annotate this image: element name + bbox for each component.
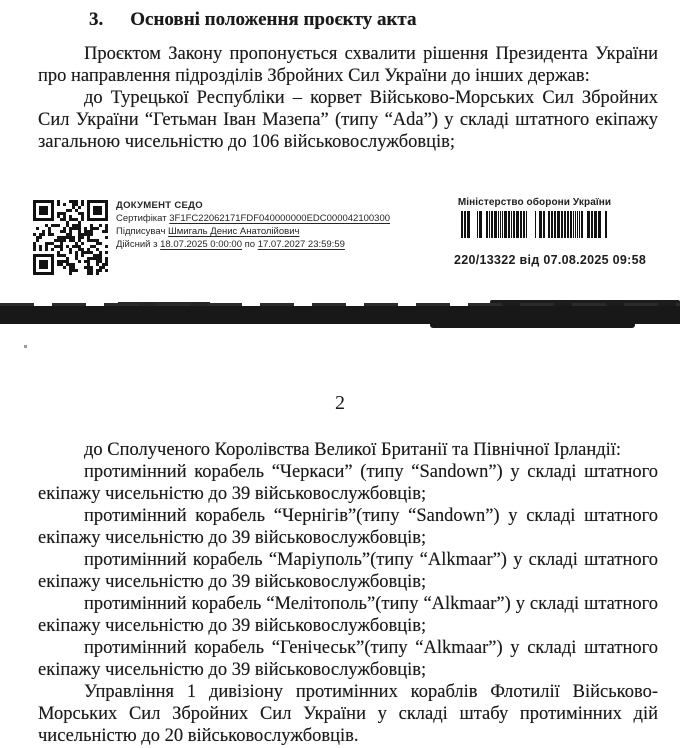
sedo-signer-line	[116, 225, 390, 238]
validity-to: 17.07.2027 23:59:59	[257, 239, 345, 250]
text-line: Морських Сил Збройних Сил України у складі штабу протимінних дій	[38, 704, 658, 724]
text-line: загальною чисельністю до 106 військовослужбовців;	[38, 132, 456, 152]
validity-label: Дійсний з	[116, 239, 158, 250]
text-line: Сил України “Гетьман Іван Мазепа” (типу “Ada”) у складі штатного екіпажу	[38, 110, 658, 130]
text-line: про направлення підрозділів Збройних Сил України до інших держав:	[38, 66, 590, 86]
sedo-validity-line	[116, 238, 390, 251]
sedo-signature-stamp	[33, 199, 423, 279]
page-break-scan-bar	[0, 306, 680, 324]
qr-code-icon	[33, 200, 108, 275]
text-line: екіпажу чисельністю до 39 військовослужбовців;	[38, 528, 427, 548]
registry-number: 220/13322 від 07.08.2025 09:58	[454, 253, 647, 267]
signer-label: Підписувач	[116, 226, 166, 237]
text-line: екіпажу чисельністю до 39 військовослужбовців;	[38, 660, 427, 680]
text-line: Проєктом Закону пропонується схвалити рішення Президента України	[84, 44, 658, 64]
sedo-stamp-text	[116, 199, 390, 251]
text-line: протимінний корабель “Генічеськ”(типу “Alkmaar”) у складі штатного	[84, 638, 658, 658]
page1-text-block	[38, 43, 658, 153]
sedo-certificate-line	[116, 212, 390, 225]
text-line: екіпажу чисельністю до 39 військовослужбовців;	[38, 616, 427, 636]
mod-registration-stamp	[452, 197, 647, 267]
scan-artifact-bump	[430, 324, 635, 328]
section-number: 3.	[89, 9, 104, 30]
registry-organization: Міністерство оборони України	[457, 197, 612, 208]
sedo-title: ДОКУМЕНТ СЕДО	[116, 200, 203, 211]
text-line: до Сполученого Королівства Великої Британії та Північної Ірландії:	[84, 440, 622, 460]
certificate-value: 3F1FC22062171FDF040000000EDC000042100300	[169, 213, 391, 224]
validity-separator: по	[244, 239, 256, 250]
page-number: 2	[335, 392, 345, 414]
signer-value: Шмигаль Денис Анатолійович	[168, 226, 300, 237]
scan-artifact-speck	[24, 345, 27, 348]
text-line: протимінний корабель “Маріуполь”(типу “Alkmaar”) у складі штатного	[84, 550, 658, 570]
section-title: Основні положення проєкту акта	[130, 9, 417, 30]
barcode-icon	[461, 211, 608, 238]
text-line: протимінний корабель “Чернігів”(типу “Sandown”) у складі штатного	[84, 506, 658, 526]
text-line: Управління 1 дивізіону протимінних кораблів Флотилії Військово-	[84, 682, 658, 702]
text-line: протимінний корабель “Черкаси” (типу “Sandown”) у складі штатного	[84, 462, 658, 482]
certificate-label: Сертифікат	[116, 213, 167, 224]
text-line: екіпажу чисельністю до 39 військовослужбовців;	[38, 484, 427, 504]
page2-text-block	[38, 439, 658, 747]
text-line: екіпажу чисельністю до 39 військовослужбовців;	[38, 572, 427, 592]
validity-from: 18.07.2025 0:00:00	[160, 239, 242, 250]
text-line: до Турецької Республіки – корвет Військово-Морських Сил Збройних	[84, 88, 658, 108]
section-heading	[89, 9, 416, 31]
text-line: чисельністю до 20 військовослужбовців.	[38, 726, 359, 746]
text-line: протимінний корабель “Мелітополь”(типу “Alkmaar”) у складі штатного	[84, 594, 658, 614]
